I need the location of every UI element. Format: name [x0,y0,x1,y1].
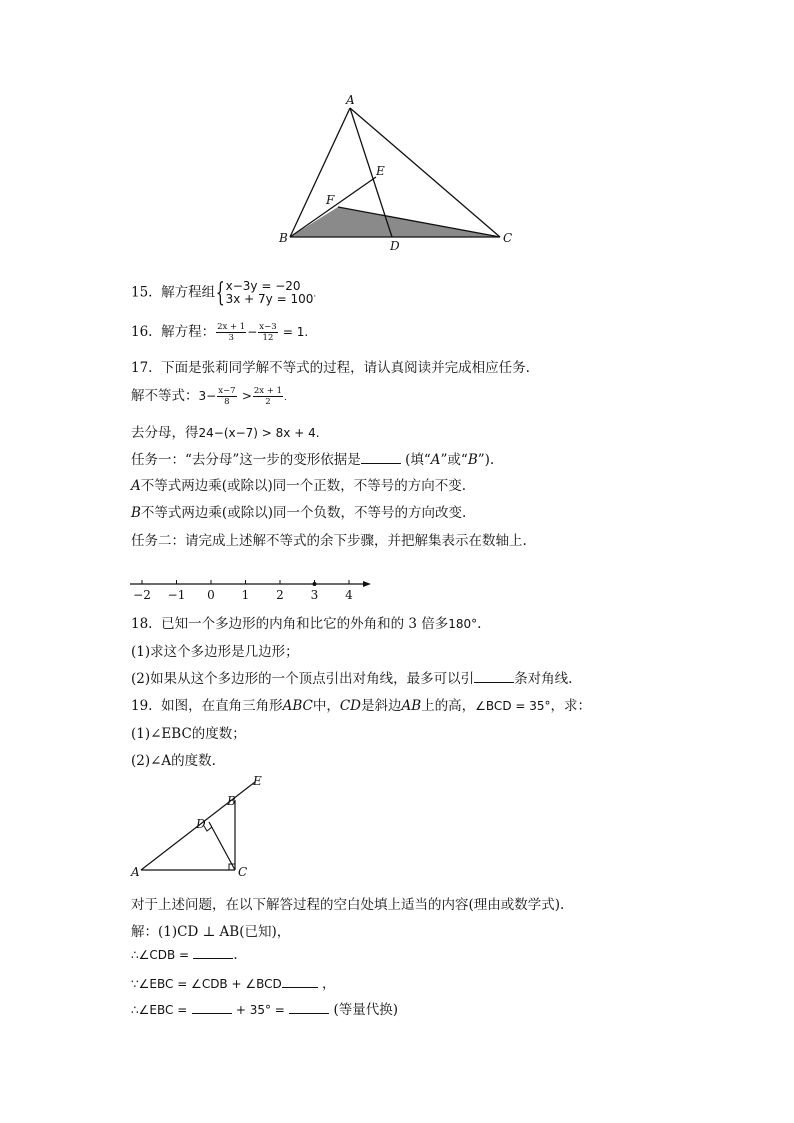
equation-rhs: = 1. [282,325,309,339]
tick-label: 3 [310,588,319,602]
label-C: C [503,231,513,245]
solution-line-2: ∴∠CDB = . [131,947,238,963]
answer-blank[interactable] [192,1001,232,1014]
label-C: C [238,865,248,879]
brace-icon: { [215,278,225,308]
question-number: 18. [131,616,153,632]
equation-system [225,279,317,306]
end-period: . [313,289,317,300]
right-triangle-figure [125,772,275,882]
label-F: F [326,193,335,207]
label-E: E [253,774,262,788]
solution-line-3: ∵∠EBC = ∠CDB + ∠BCD ， [131,976,336,992]
tick-label: 1 [241,588,250,602]
option-A: A不等式两边乘(或除以)同一个正数，不等号的方向不变. [131,478,467,494]
answer-blank[interactable] [361,451,401,464]
question-16: 16. 解方程： $\frac{2x + 1}{3}$ − $\frac{x-3}{12}$ = 1. [131,322,309,343]
question-19-sub-2: (2)∠A的度数. [131,753,216,769]
tick-label: 0 [207,588,215,602]
question-number: 19. [131,698,153,714]
answer-blank[interactable] [474,670,514,683]
label-A: A [346,93,355,107]
label-D: D [390,239,400,253]
question-18-sub-1: (1)求这个多边形是几边形； [131,644,299,660]
fraction-2: $\frac{x-3}{12}$ [259,322,277,343]
arrow-icon [363,581,371,587]
question-number: 16. [131,324,153,340]
question-19-sub-1: (1)∠EBC的度数； [131,726,246,742]
step-clear-denominator: 去分母，得24−(x−7) > 8x + 4. [131,425,320,441]
answer-blank[interactable] [282,975,318,988]
task-1: 任务一：“去分母”这一步的变形依据是 (填“A”或“B”). [131,452,495,468]
solution-line-4: ∴∠EBC = + 35° = (等量代换) [131,1002,398,1018]
option-B: B不等式两边乘(或除以)同一个负数，不等号的方向改变. [131,505,467,521]
equation-1: x−3y = −20 [225,279,301,293]
question-15 [131,280,316,306]
shaded-region [290,207,500,237]
question-19: 19. 如图，在直角三角形ABC中，CD是斜边AB上的高，∠BCD = 35°，求： [131,698,592,714]
question-17 [131,356,530,376]
equation-2: 3x + 7y = 100 [225,292,314,306]
answer-blank[interactable] [193,946,233,959]
fraction-1: $\frac{x-7}{8}$ [218,386,236,407]
task-2: 任务二：请完成上述解不等式的余下步骤，并把解集表示在数轴上. [131,533,527,549]
tick-label: −1 [167,588,186,602]
marked-point [313,582,317,586]
tick-label: 4 [345,588,353,602]
question-text: 下面是张莉同学解不等式的过程，请认真阅读并完成相应任务. [161,360,530,376]
label-E: E [376,164,385,178]
fraction-1: $\frac{2x + 1}{3}$ [217,322,246,343]
fraction-2: $\frac{2x + 1}{2}$ [253,386,283,407]
question-18-sub-2: (2)如果从这个多边形的一个顶点引出对角线，最多可以引 条对角线. [131,671,573,687]
tick-label: −2 [133,588,151,602]
label-D: D [196,817,206,831]
label-B: B [279,231,288,245]
question-number: 17. [131,360,153,376]
number-line [125,572,375,602]
tick-label: 2 [276,588,284,602]
question-number: 15. [131,284,153,301]
question-text: 解方程： [161,324,216,340]
fill-intro: 对于上述问题，在以下解答过程的空白处填上适当的内容(理由或数学式). [131,897,565,913]
question-18: 18. 已知一个多边形的内角和比它的外角和的 3 倍多180°. [131,616,482,632]
label-B: B [227,794,236,808]
question-text: 解方程组 [161,284,216,301]
inequality: 解不等式：3− $\frac{x-7}{8}$ > $\frac{2x + 1}{2}$ . [131,386,287,407]
answer-blank[interactable] [289,1001,329,1014]
triangle-figure [270,90,520,260]
solution-line-1: 解：(1)CD ⊥ AB(已知)， [131,924,291,940]
label-A: A [131,865,140,879]
